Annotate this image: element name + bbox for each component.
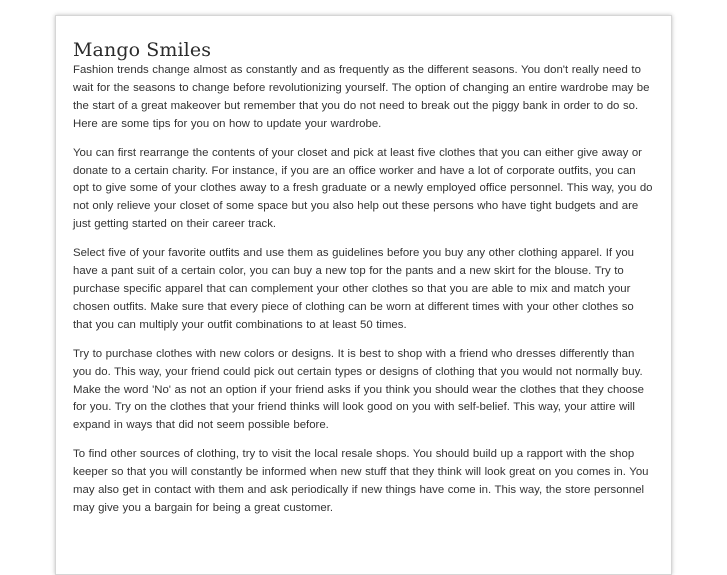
article-title: Mango Smiles <box>73 39 212 61</box>
article-content <box>73 38 653 529</box>
article-paragraph-5: To find other sources of clothing, try to visit the local resale shops. You should build up a rapport with the shop keeper so that you will constantly be informed when new stuff that they think will look great on you comes in. You may also get in contact with them and ask periodically if new things have come in. This way, the store personnel may give you a bargain for being a great customer. <box>73 448 649 514</box>
article-paragraph-1: Fashion trends change almost as constantly and as frequently as the different seasons. You don't really need to wait for the seasons to change before revolutionizing yourself. The option of changing an entire wardrobe may be the start of a great makeover but remember that you do not need to break out the piggy bank in order to do so. Here are some tips for you on how to update your wardrobe. <box>73 64 650 130</box>
article-paragraph-2: You can first rearrange the contents of your closet and pick at least five clothes that you can either give away or donate to a certain charity. For instance, if you are an office worker and have a lot of corporate outfits, you can opt to give some of your clothes away to a fresh graduate or a newly employed office personnel. This way, you do not only relieve your closet of some space but you also help out these persons who have tight budgets and are just getting started on their career track. <box>73 146 653 231</box>
article-paragraph-4: Try to purchase clothes with new colors or designs. It is best to shop with a friend who dresses differently than you do. This way, your friend could pick out certain types or designs of clothing that you would not normally buy. Make the word 'No' as not an option if your friend asks if you think you should wear the clothes that they choose for you. Try on the clothes that your friend thinks will look good on you with self-belief. This way, your attire will expand in ways that did not seem possible before. <box>73 347 644 432</box>
article-card <box>55 15 672 575</box>
article-paragraph-3: Select five of your favorite outfits and use them as guidelines before you buy any other clothing apparel. If you have a pant suit of a certain color, you can buy a new top for the pants and a new skirt for the blouse. Try to purchase specific apparel that can complement your other clothes so that you are able to mix and match your chosen outfits. Make sure that every piece of clothing can be worn at different times with your other clothes so that you can multiply your outfit combinations to at least 50 times. <box>73 247 635 331</box>
